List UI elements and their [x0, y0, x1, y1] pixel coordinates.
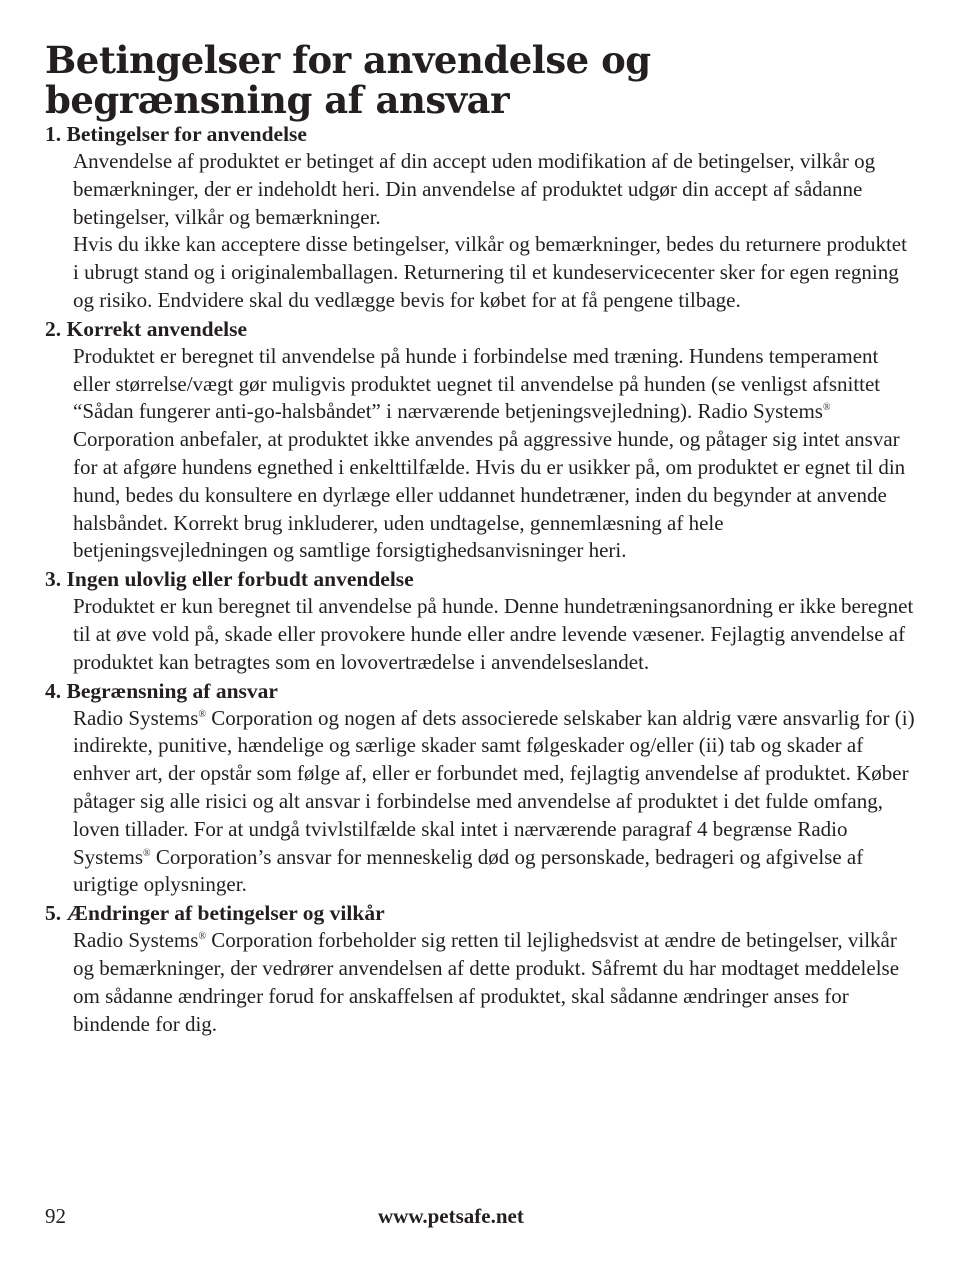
page-title: Betingelser for anvendelse og begrænsning af ansvar: [45, 38, 651, 122]
text-run: Corporation anbefaler, at produktet ikke anvendes på aggressive hunde, og påtager sig intet ansvar for at afgøre hundens egnethed i enkelttilfælde. Hvis du er usikker på, om produktet er egnet til din hund, bedes du konsultere en dyrlæge eller uddannet hundetræner, inden du begynder at anvende halsbåndet. Korrekt brug inkluderer, uden undtagelse, gennemlæsning af hele betjeningsvejledningen og samtlige forsigtighedsanvisninger heri.: [73, 427, 906, 563]
text-run: Corporation og nogen af dets associerede selskaber kan aldrig være ansvarlig for (i) indirekte, punitive, hændelige og særlige skader samt følgeskader og/eller (ii) tab og skader af enhver art, der opstår som følge af, eller er forbundet med, fejlagtig anvendelse af produktet. Køber påtager sig alle risici og alt ansvar i forbindelse med anvendelse af produktet i det fulde omfang, loven tillader. For at undgå tvivlstilfælde skal intet i nærværende paragraf 4 begrænse Radio Systems: [73, 705, 915, 869]
section-correct-use-paragraph: [73, 343, 915, 565]
registered-mark: ®: [143, 847, 151, 859]
text-run: Radio Systems: [73, 705, 199, 730]
section-heading-changes-to-terms: 5. Ændringer af betingelser og vilkår: [45, 901, 385, 926]
section-conditions-of-use-paragraph-2: Hvis du ikke kan acceptere disse betingelser, vilkår og bemærkninger, bedes du returnere produktet i ubrugt stand og i originalemballagen. Returnering til et kundeservicecenter sker for egen regning og risiko. Endvidere skal du vedlægge bevis for købet for at få pengene tilbage.: [73, 232, 907, 312]
section-no-illegal-use-paragraph: Produktet er kun beregnet til anvendelse på hunde. Denne hundetræningsanordning er ikke beregnet til at øve vold på, skade eller provokere hunde eller andre levende væsener. Fejlagtig anvendelse af produktet kan betragtes som en lovovertrædelse i anvendelseslandet.: [73, 594, 914, 674]
section-heading-correct-use: 2. Korrekt anvendelse: [45, 316, 248, 341]
text-run: Radio Systems: [73, 928, 199, 953]
page-number: 92: [45, 1204, 66, 1228]
registered-mark: ®: [198, 931, 207, 943]
section-limitation-of-liability-paragraph: [73, 705, 915, 900]
registered-mark: ®: [822, 402, 831, 414]
section-conditions-of-use-paragraph-1: Anvendelse af produktet er betinget af din accept uden modifikation af de betingelser, vilkår og bemærkninger, der er indeholdt heri. Din anvendelse af produktet udgør din accept af sådanne betingelser, vilkår og bemærkninger.: [73, 149, 876, 229]
text-run: Corporation forbeholder sig retten til lejlighedsvist at ændre de betingelser, vilkår og bemærkninger, der vedrører anvendelsen af dette produkt. Såfremt du har modtaget meddelelse om sådanne ændringer forud for anskaffelsen af produktet, skal sådanne ændringer anses for bindende for dig.: [73, 928, 900, 1036]
website-url: www.petsafe.net: [378, 1204, 524, 1228]
section-heading-conditions-of-use: 1. Betingelser for anvendelse: [45, 122, 307, 146]
text-run: Produktet er beregnet til anvendelse på hunde i forbindelse med træning. Hundens temperament eller størrelse/vægt gør muligvis produktet uegnet til anvendelse på hunden (se venligst afsnittet “Sådan fungerer anti-go-halsbåndet” i nærværende betjeningsvejledning). Radio Systems: [73, 343, 881, 424]
registered-mark: ®: [198, 708, 207, 720]
text-run: Corporation’s ansvar for menneskelig død og personskade, bedrageri og afgivelse af urigtige oplysninger.: [73, 844, 864, 897]
section-heading-limitation-of-liability: 4. Begrænsning af ansvar: [45, 678, 278, 703]
terms-content: [45, 120, 915, 1038]
section-heading-no-illegal-use: 3. Ingen ulovlig eller forbudt anvendelse: [45, 567, 414, 592]
section-changes-to-terms-paragraph: [73, 927, 915, 1038]
